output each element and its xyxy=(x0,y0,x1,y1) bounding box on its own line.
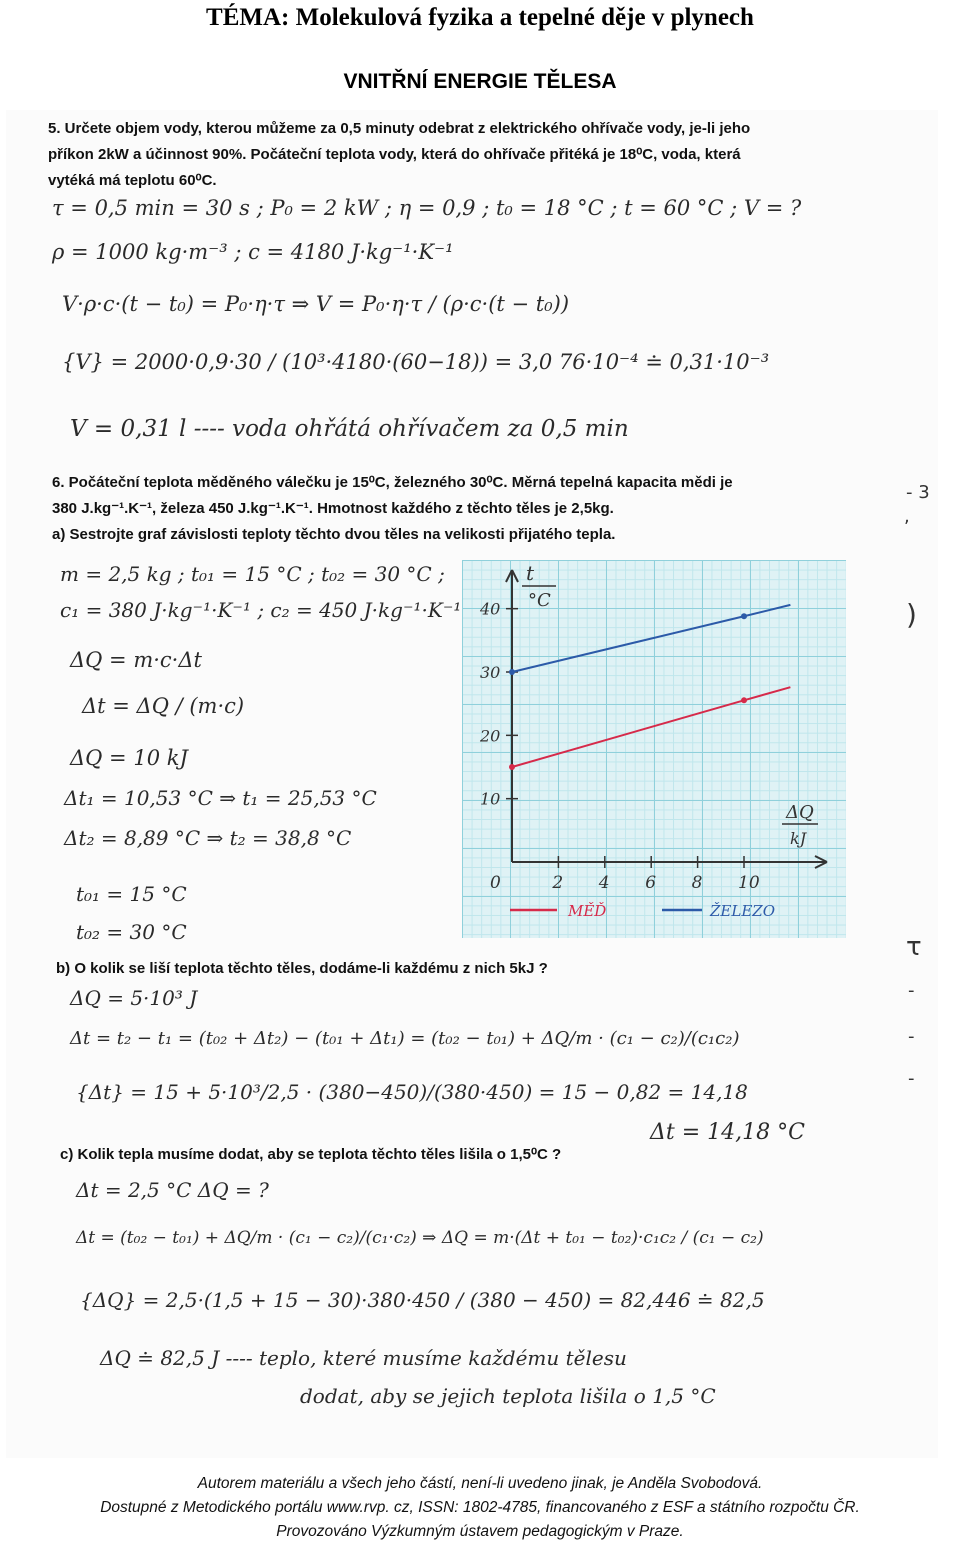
x-axis-label-top: ΔQ xyxy=(786,802,814,823)
problem-6-line: 380 J.kg⁻¹.K⁻¹, železa 450 J.kg⁻¹.K⁻¹. Hmotnost každého z těchto těles je 2,5kg. xyxy=(52,500,614,517)
x-tick-label: 2 xyxy=(552,873,564,893)
data-point xyxy=(741,697,747,703)
y-tick-label: 20 xyxy=(480,726,501,746)
y-tick-label: 40 xyxy=(480,599,501,619)
problem-6-capacities: c₁ = 380 J·kg⁻¹·K⁻¹ ; c₂ = 450 J·kg⁻¹·K⁻¹ xyxy=(60,598,462,622)
data-point xyxy=(509,669,515,675)
margin-mark: , xyxy=(904,506,910,527)
problem-6-given: m = 2,5 kg ; t₀₁ = 15 °C ; t₀₂ = 30 °C ; xyxy=(60,562,445,586)
data-point xyxy=(509,764,515,770)
x-tick-label: 10 xyxy=(738,873,760,893)
problem-6-line: a) Sestrojte graf závislosti teploty těchto dvou těles na velikosti přijatého tepla. xyxy=(52,526,616,543)
x-tick-label: 4 xyxy=(598,873,610,893)
margin-mark: - xyxy=(908,1026,915,1047)
problem-6-heat-value: ΔQ = 10 kJ xyxy=(70,746,188,770)
problem-6-delta-t2: Δt₂ = 8,89 °C ⇒ t₂ = 38,8 °C xyxy=(64,826,352,850)
problem-6c-result: ΔQ ≐ 82,5 J ---- teplo, které musíme každému tělesu xyxy=(100,1346,627,1370)
problem-5-line: 5. Určete objem vody, kterou můžeme za 0,5 minuty odebrat z elektrického ohřívače vody, je-li jeho xyxy=(48,120,751,137)
x-tick-label: 0 xyxy=(490,873,501,893)
problem-5-line: příkon 2kW a účinnost 90%. Počáteční teplota vody, která do ohřívače přitéká je 18⁰C, voda, která xyxy=(48,146,741,163)
problem-6c-result-continuation: dodat, aby se jejich teplota lišila o 1,5 °C xyxy=(300,1384,716,1408)
x-tick-label: 8 xyxy=(691,873,703,893)
margin-mark: - xyxy=(908,1068,915,1089)
temperature-heat-chart xyxy=(462,560,846,938)
page-subtitle: VNITŘNÍ ENERGIE TĚLESA xyxy=(343,70,617,93)
footer-line: Provozováno Výzkumným ústavem pedagogickým v Praze. xyxy=(276,1523,684,1540)
problem-6b-result: Δt = 14,18 °C xyxy=(650,1120,805,1145)
margin-mark: - 3 xyxy=(906,482,930,503)
y-axis-label-top: t xyxy=(526,561,535,585)
problem-6c-derivation: Δt = (t₀₂ − t₀₁) + ΔQ/m · (c₁ − c₂)/(c₁·c₂) ⇒ ΔQ = m·(Δt + t₀₁ − t₀₂)·c₁c₂ / (c₁ − c₂) xyxy=(76,1228,764,1248)
problem-5-text xyxy=(48,116,750,194)
problem-6b-calculation: {Δt} = 15 + 5·10³/2,5 · (380−450)/(380·450) = 15 − 0,82 = 14,18 xyxy=(76,1080,748,1104)
margin-mark: - xyxy=(908,980,915,1001)
question-b: b) O kolik se liší teplota těchto těles, dodáme-li každému z nich 5kJ ? xyxy=(56,960,548,977)
problem-5-line: vytéká má teplotu 60⁰C. xyxy=(48,172,217,189)
data-point xyxy=(741,613,747,619)
footer-line: Dostupné z Metodického portálu www.rvp. cz, ISSN: 1802-4785, financovaného z ESF a státního rozpočtu ČR. xyxy=(100,1499,860,1516)
series-line xyxy=(512,605,790,672)
legend-label-iron: ŽELEZO xyxy=(710,902,776,920)
problem-5-constants: ρ = 1000 kg·m⁻³ ; c = 4180 J·kg⁻¹·K⁻¹ xyxy=(52,240,454,264)
margin-mark: ) xyxy=(906,598,917,631)
footer-line: Autorem materiálu a všech jeho částí, není-li uvedeno jinak, je Anděla Svobodová. xyxy=(197,1475,763,1492)
problem-6-heat-formula: ΔQ = m·c·Δt xyxy=(70,648,202,672)
problem-6-t01: t₀₁ = 15 °C xyxy=(76,882,187,906)
y-tick-label: 10 xyxy=(480,789,501,809)
margin-mark: τ xyxy=(906,932,922,962)
legend-label-copper: MĚĎ xyxy=(568,902,607,920)
problem-5-equation: V·ρ·c·(t − t₀) = P₀·η·τ ⇒ V = P₀·η·τ / (ρ·c·(t − t₀)) xyxy=(62,292,570,316)
problem-6-line: 6. Počáteční teplota měděného válečku je 15⁰C, železného 30⁰C. Měrná tepelná kapacita mědi je xyxy=(52,474,733,491)
question-c: c) Kolik tepla musíme dodat, aby se teplota těchto těles lišila o 1,5⁰C ? xyxy=(60,1146,562,1163)
problem-6b-derivation: Δt = t₂ − t₁ = (t₀₂ + Δt₂) − (t₀₁ + Δt₁) = (t₀₂ − t₀₁) + ΔQ/m · (c₁ − c₂)/(c₁c₂) xyxy=(70,1028,740,1049)
problem-6-text xyxy=(52,470,733,548)
footer xyxy=(0,1472,960,1544)
series-line xyxy=(512,687,790,767)
problem-6-delta-t-formula: Δt = ΔQ / (m·c) xyxy=(82,694,245,718)
problem-6-t02: t₀₂ = 30 °C xyxy=(76,920,187,944)
x-axis-label-bottom: kJ xyxy=(790,829,807,848)
problem-5-calculation: {V} = 2000·0,9·30 / (10³·4180·(60−18)) = 3,0 76·10⁻⁴ ≐ 0,31·10⁻³ xyxy=(62,350,770,374)
y-tick-label: 30 xyxy=(480,663,501,682)
problem-6-delta-t1: Δt₁ = 10,53 °C ⇒ t₁ = 25,53 °C xyxy=(64,786,377,810)
problem-6c-calculation: {ΔQ} = 2,5·(1,5 + 15 − 30)·380·450 / (380 − 450) = 82,446 ≐ 82,5 xyxy=(80,1288,765,1312)
problem-6b-heat: ΔQ = 5·10³ J xyxy=(70,986,198,1010)
page-title: TÉMA: Molekulová fyzika a tepelné děje v plynech xyxy=(206,4,754,31)
problem-5-result: V = 0,31 l ---- voda ohřátá ohřívačem za 0,5 min xyxy=(70,416,629,442)
x-tick-label: 6 xyxy=(645,873,657,893)
problem-6c-given: Δt = 2,5 °C ΔQ = ? xyxy=(76,1178,269,1202)
y-axis-label-bottom: °C xyxy=(528,590,551,611)
problem-5-given: τ = 0,5 min = 30 s ; P₀ = 2 kW ; η = 0,9 ; t₀ = 18 °C ; t = 60 °C ; V = ? xyxy=(52,196,802,220)
